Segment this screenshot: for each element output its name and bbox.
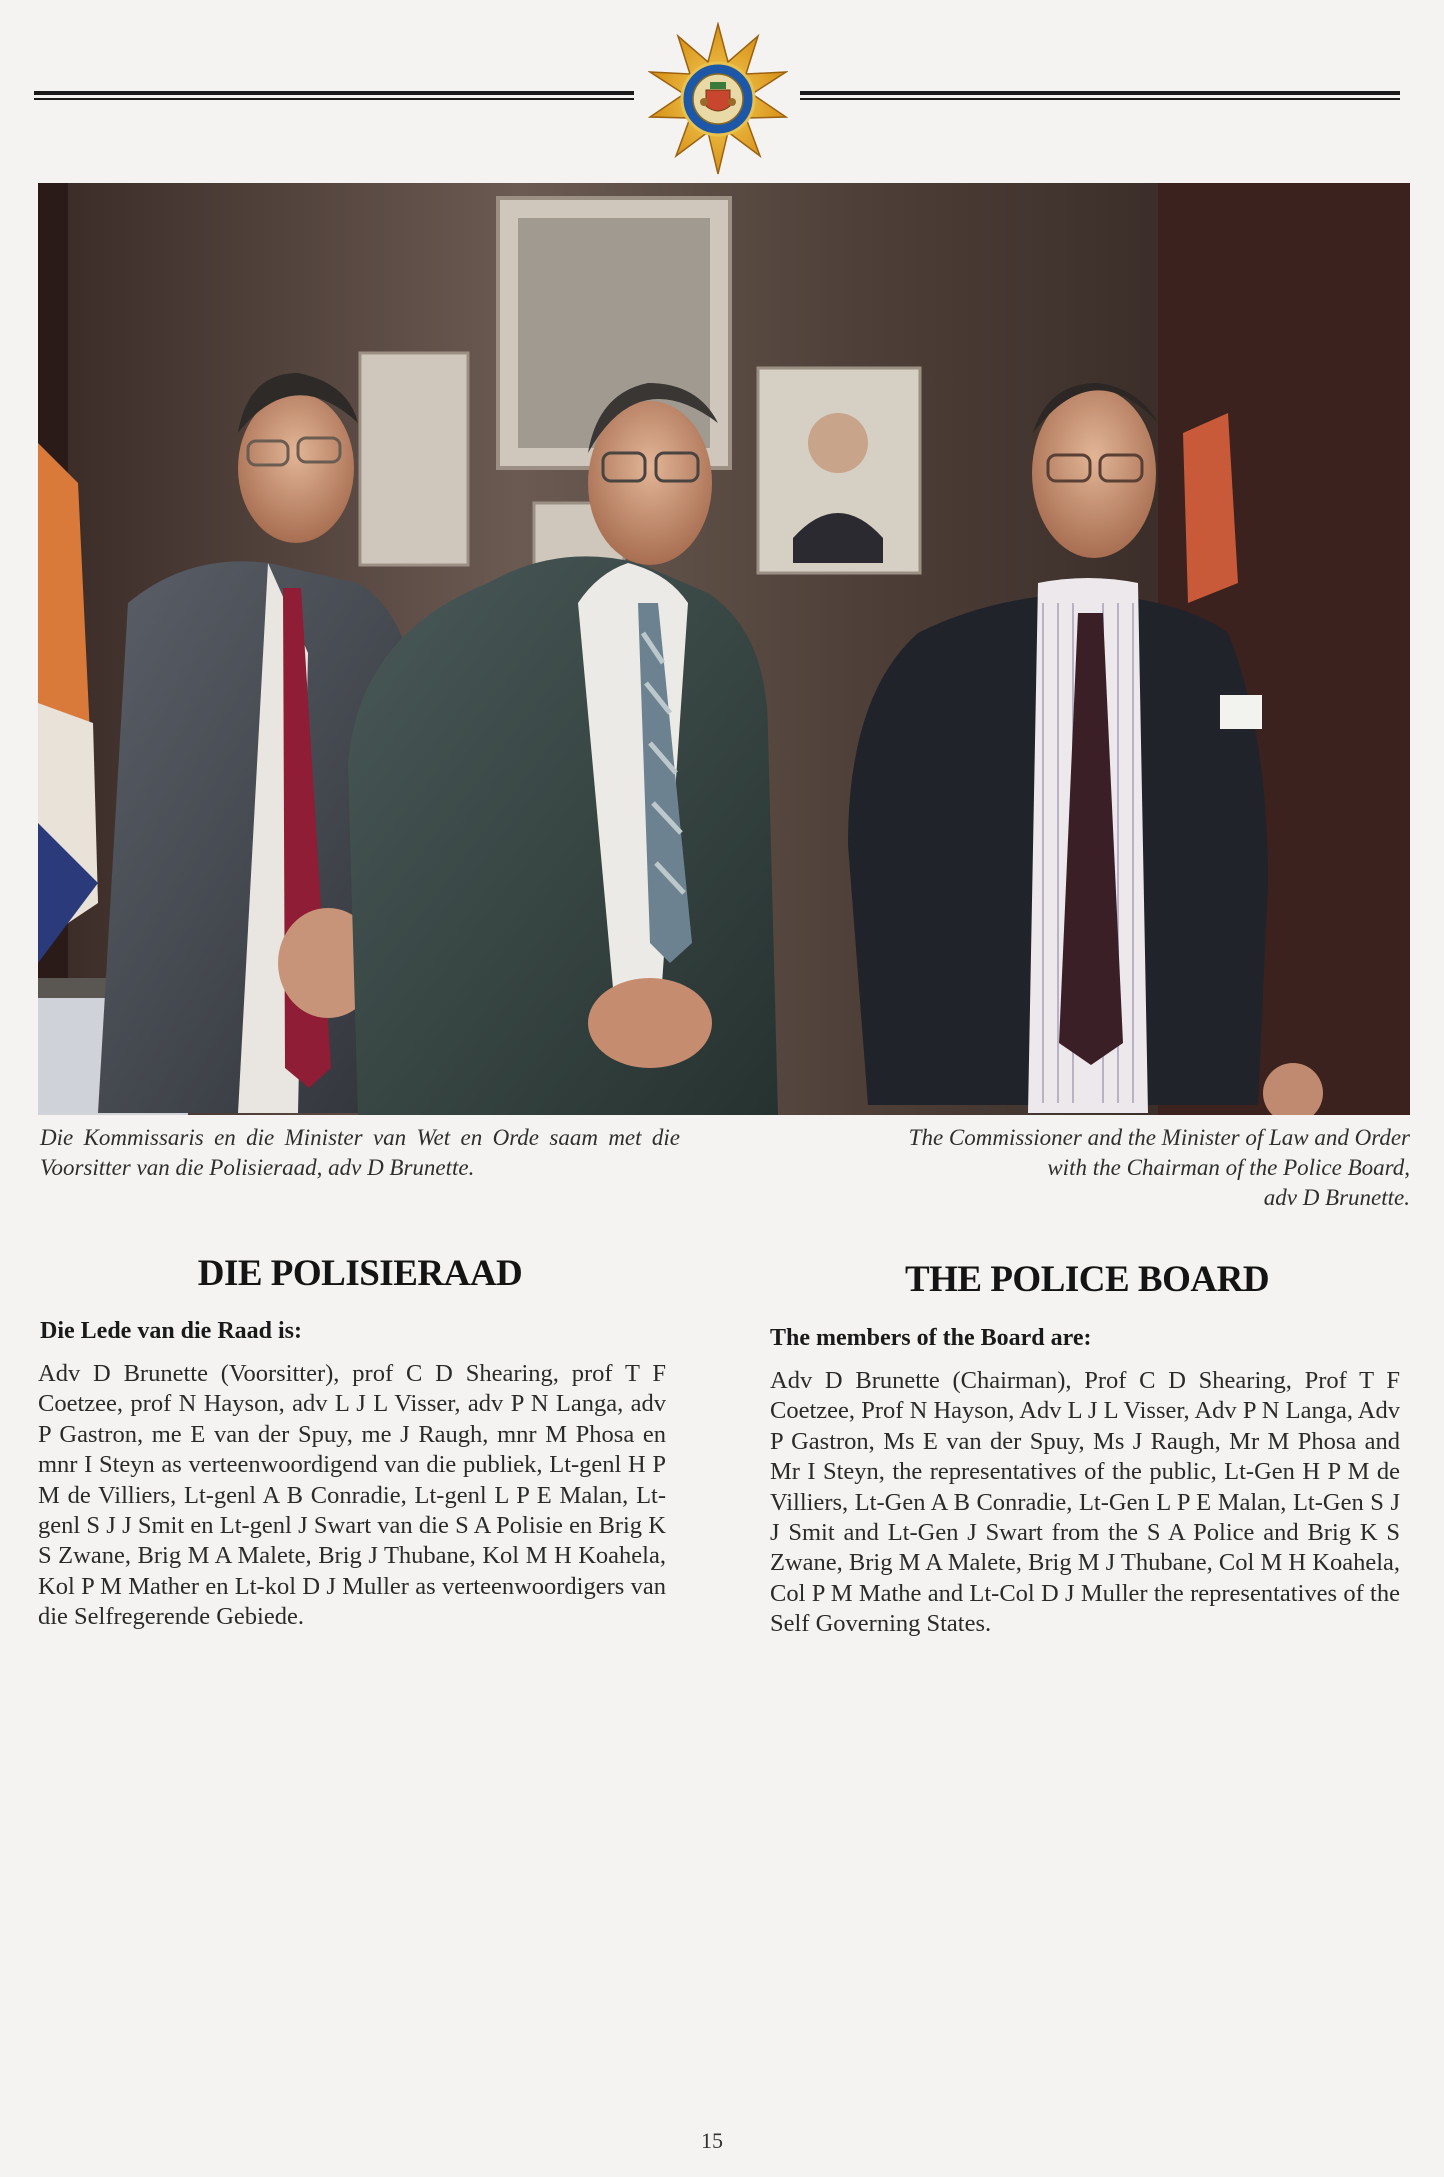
caption-english-line-1: The Commissioner and the Minister of Law and Order: [908, 1125, 1410, 1150]
subheading-afrikaans: Die Lede van die Raad is:: [40, 1318, 303, 1344]
body-afrikaans: Adv D Brunette (Voorsitter), prof C D Shearing, prof T F Coetzee, prof N Hayson, adv L J L Visser, adv P N Langa, adv P Gastron, me E van der Spuy, me J Raugh, mnr M Phosa en mnr I Steyn as verteenwoordigend van die publiek, Lt-genl H P M de Villiers, Lt-genl A B Conradie, Lt-genl L P E Malan, Lt-genl S J J Smit en Lt-genl J Swart van die S A Polisie en Brig K S Zwane, Brig M A Malete, Brig J Thubane, Kol M H Koahela, Kol P M Mather en Lt-kol D J Muller as verteenwoordigers van die Selfregerende Gebiede.: [38, 1360, 666, 1631]
police-star-emblem-icon: [648, 22, 788, 177]
subheading-english: The members of the Board are:: [770, 1325, 1092, 1351]
body-english: Adv D Brunette (Chairman), Prof C D Shearing, Prof T F Coetzee, Prof N Hayson, Adv L J L Visser, Adv P N Langa, Adv P Gastron, Ms E van der Spuy, Ms J Raugh, Mr M Phosa and Mr I Steyn, the representatives of the public, Lt-Gen H P M de Villiers, Lt-Gen A B Conradie, Lt-Gen L P E Malan, Lt-Gen S J J Smit and Lt-Gen J Swart from the S A Police and Brig K S Zwane, Brig M A Malete, Brig M J Thubane, Col M H Koahela, Col P M Mathe and Lt-Col D J Muller the representatives of the Self Governing States.: [770, 1367, 1400, 1638]
caption-english-line-2: with the Chairman of the Police Board,: [1047, 1155, 1410, 1180]
caption-english-line-3: adv D Brunette.: [1263, 1185, 1410, 1210]
header-rule-right: [800, 91, 1400, 103]
heading-afrikaans: DIE POLISIERAAD: [197, 1253, 523, 1294]
photo-caption-english: [770, 1123, 1410, 1213]
header-rule-left: [34, 91, 634, 103]
heading-english: THE POLICE BOARD: [904, 1259, 1270, 1300]
page-number: 15: [701, 2128, 723, 2153]
photo-caption-afrikaans: Die Kommissaris en die Minister van Wet en Orde saam met die Voorsitter van die Polisieraad, adv D Brunette.: [40, 1125, 680, 1180]
three-men-in-suits-photo: [38, 183, 1410, 1115]
